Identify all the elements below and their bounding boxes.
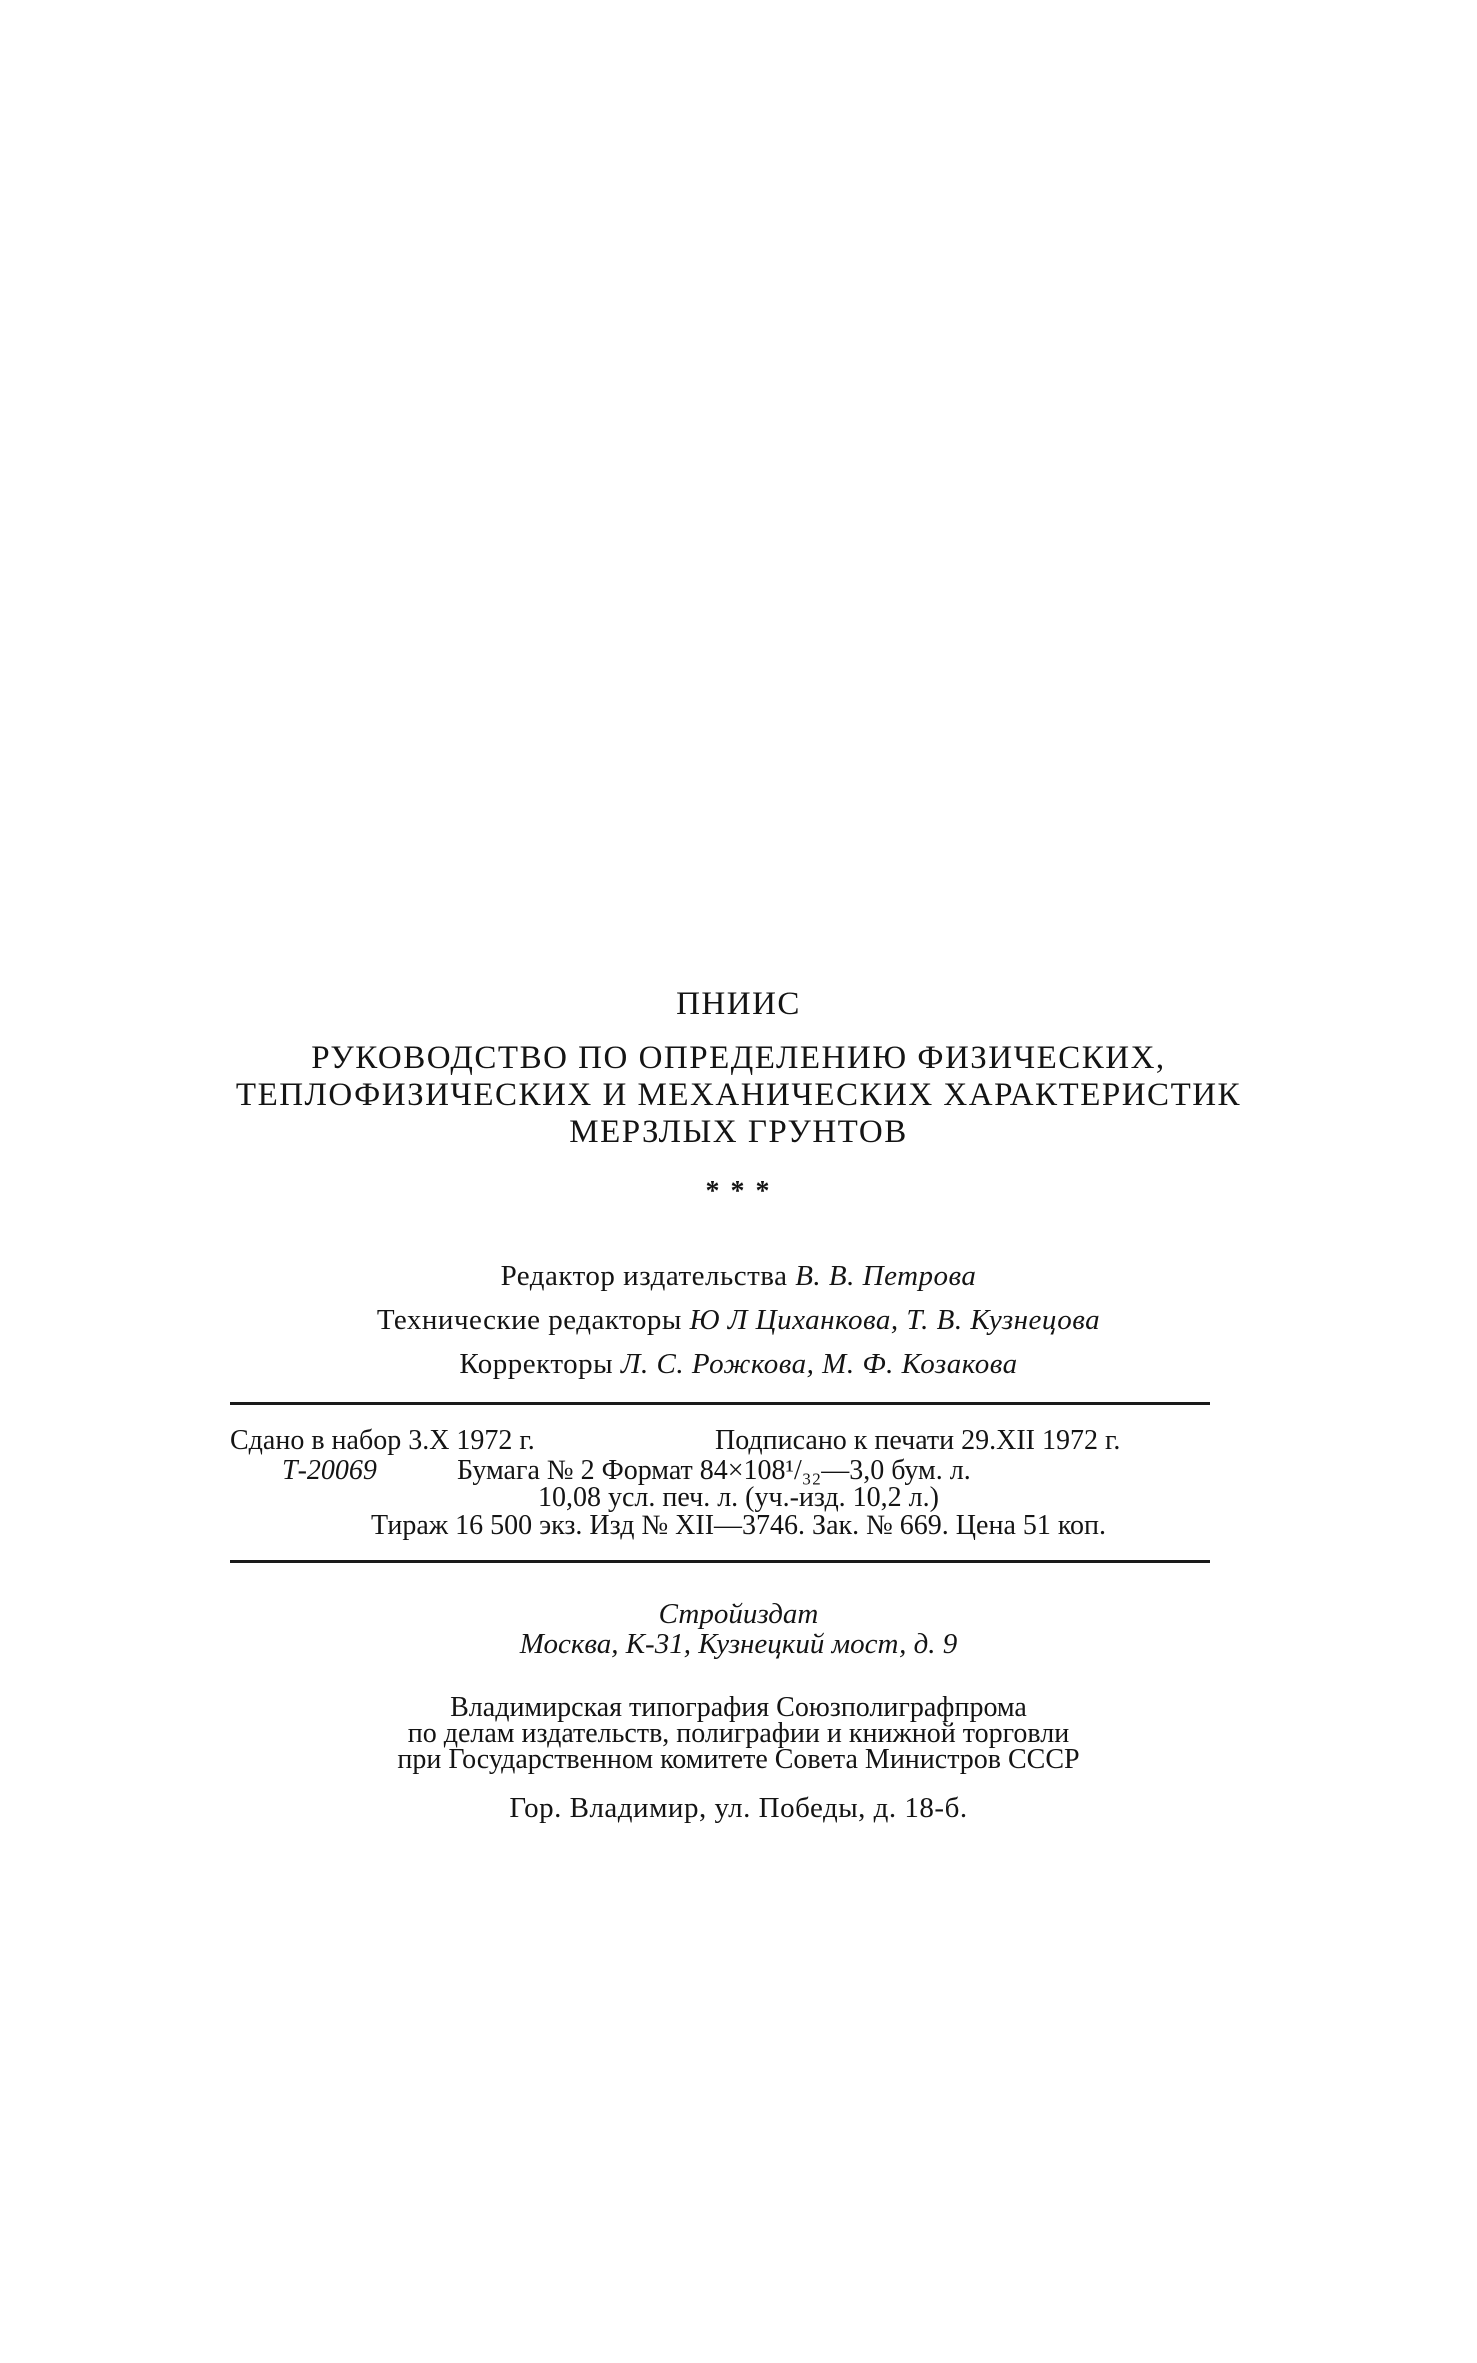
title-line-2: ТЕПЛОФИЗИЧЕСКИХ И МЕХАНИЧЕСКИХ ХАРАКТЕРИСТИК <box>235 1077 1242 1113</box>
credit-editor-role: Редактор издательства <box>500 1260 788 1292</box>
publisher-name: Стройиздат <box>658 1598 819 1630</box>
asterisk-separator: * * * <box>705 1176 772 1207</box>
printer-line-2: по делам издательств, полиграфии и книжной торговли <box>407 1718 1070 1749</box>
printer-line-3: при Государственном комитете Совета Министров СССР <box>397 1744 1080 1775</box>
imprint-signed: Подписано к печати 29.XII 1972 г. <box>715 1425 1121 1456</box>
credit-proofreaders-role: Корректоры <box>459 1348 614 1380</box>
imprint-paper: Бумага № 2 Формат 84×108¹/₃₂—3,0 бум. л. <box>457 1455 971 1486</box>
imprint-sheets: 10,08 усл. печ. л. (уч.-изд. 10,2 л.) <box>538 1482 939 1513</box>
printer-address: Гор. Владимир, ул. Победы, д. 18-б. <box>509 1792 968 1824</box>
title-line-3: МЕРЗЛЫХ ГРУНТОВ <box>569 1114 908 1150</box>
bottom-divider <box>230 1560 1210 1563</box>
imprint-sent: Сдано в набор 3.X 1972 г. <box>230 1425 535 1456</box>
publisher-address: Москва, К-31, Кузнецкий мост, д. 9 <box>519 1628 958 1660</box>
title-line-1: РУКОВОДСТВО ПО ОПРЕДЕЛЕНИЮ ФИЗИЧЕСКИХ, <box>311 1040 1166 1076</box>
credit-tech-editors <box>0 1304 1477 1337</box>
imprint-code: Т-20069 <box>282 1455 377 1486</box>
imprint-run: Тираж 16 500 экз. Изд № XII—3746. Зак. № 669. Цена 51 коп. <box>370 1510 1107 1541</box>
credit-editor <box>0 1260 1477 1293</box>
credit-proofreaders <box>0 1348 1477 1381</box>
credit-tech-editors-role: Технические редакторы <box>376 1304 682 1336</box>
credit-tech-editors-names: Ю Л Циханкова, Т. В. Кузнецова <box>689 1304 1101 1336</box>
printer-line-1: Владимирская типография Союзполиграфпрома <box>450 1692 1027 1723</box>
credit-proofreaders-names: Л. С. Рожкова, М. Ф. Козакова <box>620 1348 1018 1380</box>
credit-editor-names: В. В. Петрова <box>795 1260 977 1292</box>
organization-name: ПНИИС <box>676 986 801 1022</box>
top-divider <box>230 1402 1210 1405</box>
